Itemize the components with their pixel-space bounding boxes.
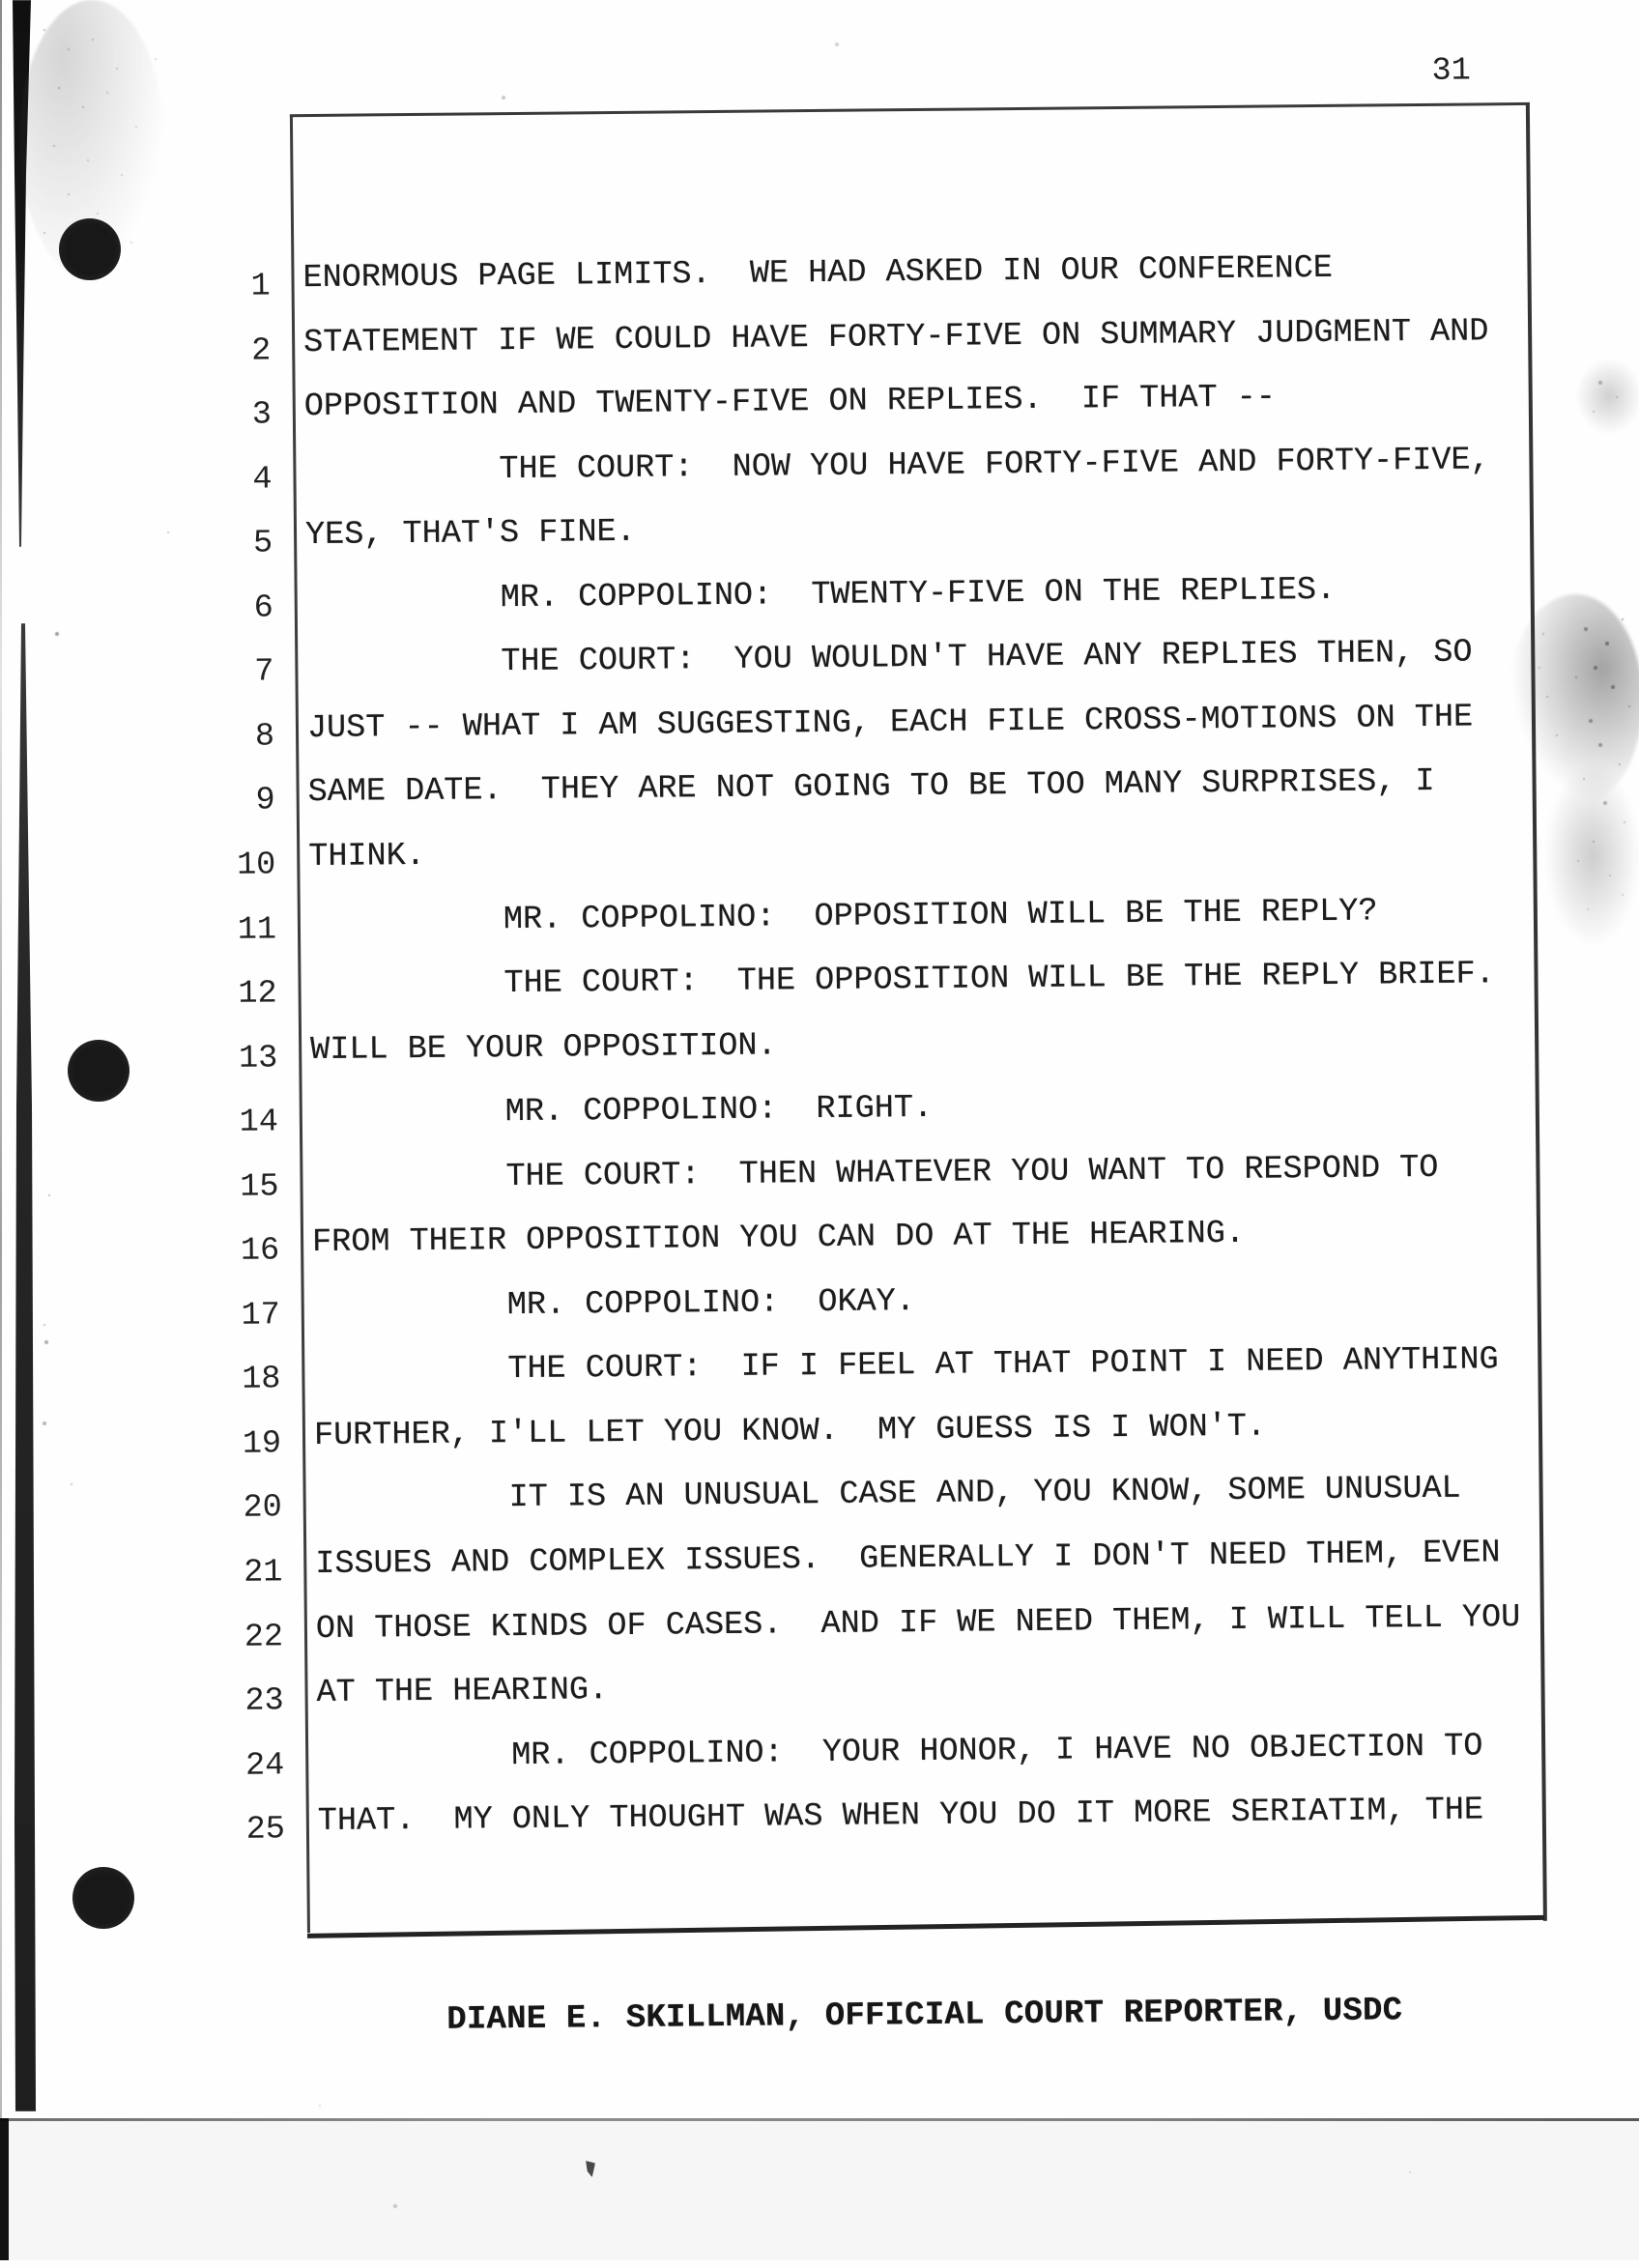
line-number: 1: [250, 268, 271, 305]
line-number: 24: [244, 1746, 285, 1785]
line-row: [0, 441, 1633, 504]
line-row: [0, 955, 1638, 1019]
line-number: 12: [238, 975, 277, 1013]
line-number: 20: [243, 1489, 282, 1528]
line-row: [2, 1277, 1639, 1340]
line-row: [0, 1148, 1639, 1212]
line-text: THE COURT: THEN WHATEVER YOU WANT TO RESPOND TO: [311, 1149, 1439, 1197]
line-text: AT THE HEARING.: [316, 1672, 609, 1712]
line-number: 17: [241, 1297, 281, 1335]
line-text: ISSUES AND COMPLEX ISSUES. GENERALLY I DON'T NEED THEM, EVEN: [315, 1535, 1501, 1584]
line-text: THE COURT: IF I FEEL AT THAT POINT I NEED ANYTHING: [313, 1341, 1499, 1391]
line-number: 4: [252, 461, 273, 499]
line-row: [2, 1340, 1639, 1404]
paper-edge-strip: [0, 2118, 9, 2260]
line-number: 5: [252, 525, 273, 562]
line-row: [0, 826, 1637, 890]
line-text: ENORMOUS PAGE LIMITS. WE HAD ASKED IN OUR CONFERENCE: [302, 249, 1334, 298]
line-text: FROM THEIR OPPOSITION YOU CAN DO AT THE HEARING.: [311, 1216, 1246, 1262]
reporter-footer: DIANE E. SKILLMAN, OFFICIAL COURT REPORTER, USDC: [446, 1993, 1403, 2039]
line-row: [0, 633, 1635, 697]
line-number: 22: [244, 1618, 284, 1656]
line-text: MR. COPPOLINO: TWENTY-FIVE ON THE REPLIES.: [305, 571, 1337, 618]
line-row: [0, 504, 1633, 568]
scan-specks: [0, 0, 2, 2]
scan-speckle-right: [0, 0, 2, 2]
line-row: [0, 247, 1631, 311]
line-text: MR. COPPOLINO: OPPOSITION WILL BE THE REPLY?: [308, 892, 1378, 940]
line-row: [3, 1469, 1639, 1533]
line-row: [0, 698, 1635, 761]
line-text: MR. COPPOLINO: YOUR HONOR, I HAVE NO OBJECTION TO: [317, 1728, 1483, 1776]
line-number: 2: [250, 331, 272, 370]
line-number: 7: [254, 653, 274, 691]
line-number: 8: [254, 718, 275, 756]
line-text: THE COURT: YOU WOULDN'T HAVE ANY REPLIES THEN, SO: [306, 634, 1473, 683]
line-text: THE COURT: THE OPPOSITION WILL BE THE REPLY BRIEF.: [309, 956, 1495, 1005]
line-text: THINK.: [308, 837, 426, 876]
line-text: SAME DATE. THEY ARE NOT GOING TO BE TOO MANY SURPRISES, I: [307, 763, 1435, 812]
line-row: [7, 1791, 1639, 1854]
line-number: 23: [244, 1682, 284, 1720]
line-row: [5, 1597, 1639, 1661]
line-text: FURTHER, I'LL LET YOU KNOW. MY GUESS IS I WON'T.: [313, 1408, 1267, 1454]
line-number: 25: [245, 1811, 286, 1849]
line-number: 3: [251, 396, 273, 434]
line-row: [0, 890, 1637, 954]
line-row: [4, 1534, 1639, 1597]
line-row: [5, 1662, 1639, 1726]
line-text: MR. COPPOLINO: RIGHT.: [310, 1090, 934, 1134]
line-number: 15: [240, 1168, 279, 1206]
line-row: [0, 1083, 1639, 1147]
line-text: THAT. MY ONLY THOUGHT WAS WHEN YOU DO IT MORE SERIATIM, THE: [317, 1792, 1484, 1841]
line-number: 13: [238, 1039, 278, 1077]
line-number: 16: [240, 1232, 280, 1271]
line-row: [3, 1405, 1639, 1469]
line-text: MR. COPPOLINO: OKAY.: [312, 1282, 916, 1326]
line-number: 11: [237, 910, 277, 949]
line-text: YES, THAT'S FINE.: [304, 513, 637, 555]
line-row: [0, 376, 1632, 440]
line-text: IT IS AN UNUSUAL CASE AND, YOU KNOW, SOME UNUSUAL: [314, 1471, 1461, 1519]
line-row: [0, 1019, 1638, 1082]
line-row: [6, 1726, 1639, 1790]
line-number: 6: [253, 589, 273, 627]
line-number: 21: [243, 1554, 283, 1592]
line-row: [0, 569, 1634, 633]
line-row: [1, 1212, 1639, 1276]
line-text: OPPOSITION AND TWENTY-FIVE ON REPLIES. IF THAT --: [303, 379, 1277, 426]
line-row: [0, 311, 1631, 375]
line-text: THE COURT: NOW YOU HAVE FORTY-FIVE AND FORTY-FIVE,: [304, 441, 1490, 490]
line-number: 14: [239, 1104, 279, 1141]
line-row: [0, 761, 1636, 825]
line-text: WILL BE YOUR OPPOSITION.: [310, 1027, 777, 1069]
line-number: 10: [236, 847, 276, 884]
line-number: 9: [255, 782, 275, 819]
page-number: 31: [1431, 52, 1471, 90]
line-text: ON THOSE KINDS OF CASES. AND IF WE NEED THEM, I WILL TELL YOU: [315, 1598, 1521, 1648]
line-text: STATEMENT IF WE COULD HAVE FORTY-FIVE ON SUMMARY JUDGMENT AND: [302, 312, 1489, 361]
scan-speckle-top-left: [0, 0, 2, 2]
line-text: JUST -- WHAT I AM SUGGESTING, EACH FILE CROSS-MOTIONS ON THE: [306, 699, 1474, 747]
line-number: 19: [242, 1425, 282, 1463]
line-number: 18: [242, 1361, 281, 1399]
